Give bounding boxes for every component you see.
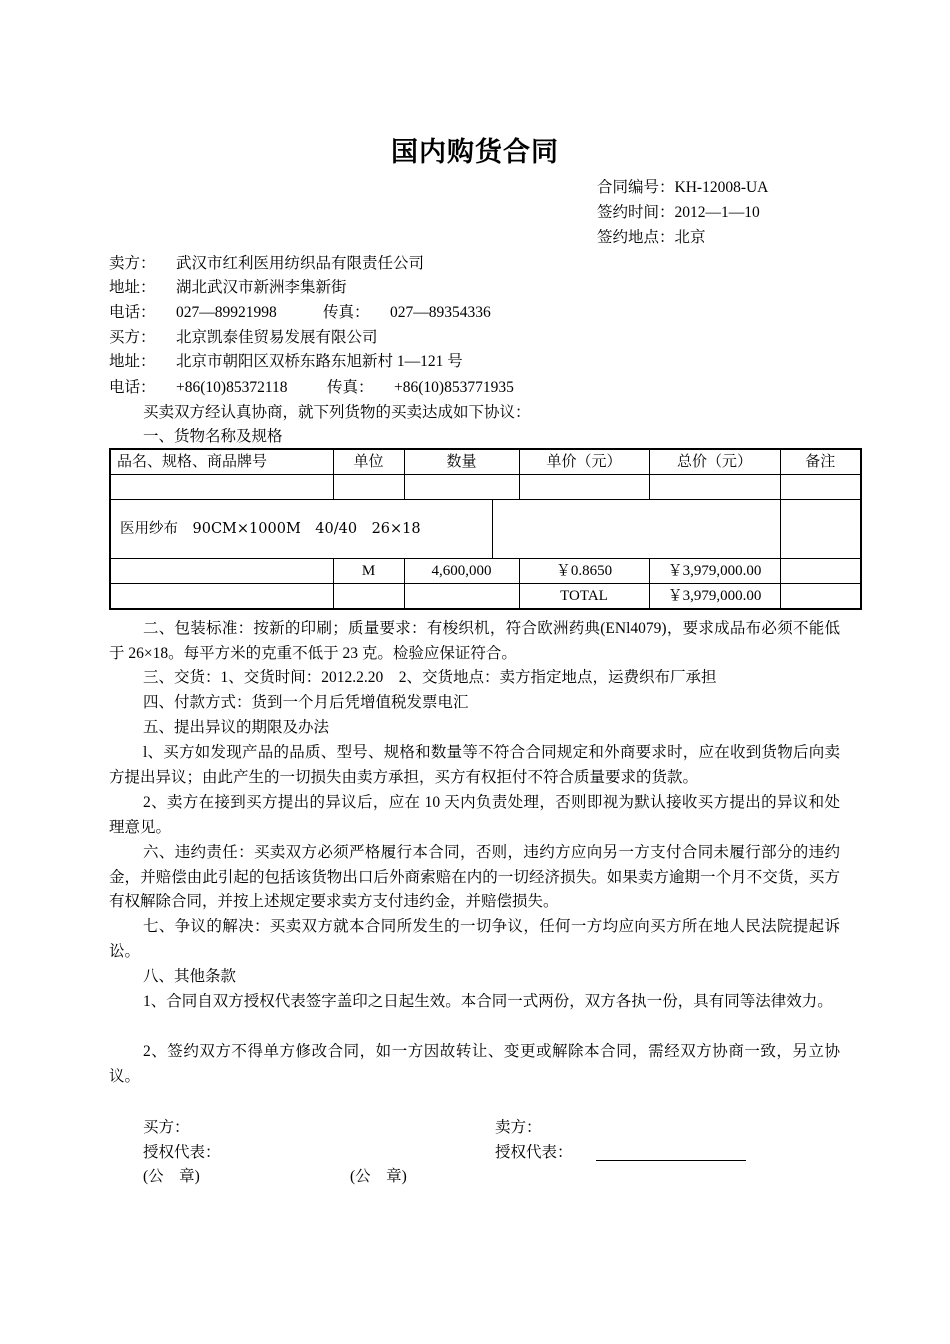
buyer-fax: +86(10)853771935 (394, 379, 514, 396)
total-label: TOTAL (519, 584, 649, 610)
clause-objection-1: l、买方如发现产品的品质、型号、规格和数量等不符合合同规定和外商要求时，应在收到货物后向卖方提出异议；由此产生的一切损失由卖方承担，买方有权拒付不符合质量要求的货款。 (109, 744, 840, 786)
contract-number-line (597, 176, 768, 200)
table-row-total (110, 584, 861, 610)
table-cell (780, 475, 861, 500)
clause-packaging: 二、包装标准：按新的印刷；质量要求：有梭织机，符合欧洲药典(ENl4079)，要求成品布必须不能低于 26×18。每平方米的克重不低于 23 克。检验应保证符合。 (109, 620, 840, 662)
clause-other: 八、其他条款 (143, 968, 237, 985)
header-unit-price: 单价（元） (519, 449, 649, 475)
signature-line (596, 1160, 746, 1161)
header-total-price: 总价（元） (649, 449, 780, 475)
sign-place: 北京 (674, 229, 706, 246)
seller-fax-label: 传真： (323, 304, 370, 321)
table-cell (404, 584, 519, 610)
signature-seller-label: 卖方： (495, 1119, 542, 1136)
table-cell (333, 584, 404, 610)
table-cell (649, 475, 780, 500)
table-cell (110, 584, 333, 610)
sign-place-line (597, 226, 706, 250)
buyer-label: 买方： (109, 329, 156, 346)
section-goods-heading: 一、货物名称及规格 (143, 428, 283, 445)
sign-date-line (597, 201, 760, 225)
buyer-address-label: 地址： (109, 353, 156, 370)
unit-value: M (333, 559, 404, 584)
document-title: 国内购货合同 (391, 137, 559, 167)
contract-number-label: 合同编号： (597, 179, 675, 196)
clause-dispute: 七、争议的解决：买卖双方就本合同所发生的一切争议，任何一方均应向买方所在地人民法院提起诉讼。 (109, 918, 840, 960)
seller-address-label: 地址： (109, 279, 156, 296)
unit-price-value: ￥0.8650 (519, 559, 649, 584)
table-cell (110, 475, 333, 500)
buyer-name: 北京凯泰佳贸易发展有限公司 (176, 329, 378, 346)
table-row-product (110, 500, 861, 559)
total-price-value: ￥3,979,000.00 (649, 559, 780, 584)
clause-objection: 五、提出异议的期限及办法 (143, 719, 330, 736)
product-cell (110, 500, 519, 559)
table-cell (780, 559, 861, 584)
signature-rep-left: 授权代表： (143, 1144, 221, 1161)
grand-total-value: ￥3,979,000.00 (649, 584, 780, 610)
table-row-empty (110, 475, 861, 500)
clause-objection-2: 2、卖方在接到买方提出的异议后，应在 10 天内负责处理，否则即视为默认接收买方提出的异议和处理意见。 (109, 794, 840, 836)
header-quantity: 数量 (404, 449, 519, 475)
table-cell (333, 475, 404, 500)
table-cell (519, 500, 780, 559)
seal-right: (公 章) (350, 1168, 407, 1185)
seller-tel-label: 电话： (109, 304, 156, 321)
buyer-tel: +86(10)85372118 (176, 379, 288, 396)
buyer-tel-label: 电话： (109, 379, 156, 396)
header-product: 品名、规格、商品牌号 (110, 449, 333, 475)
seller-address: 湖北武汉市新洲李集新街 (176, 279, 347, 296)
clause-liability: 六、违约责任：买卖双方必须严格履行本合同，否则，违约方应向另一方支付合同未履行部分的违约金，并赔偿由此引起的包括该货物出口后外商索赔在内的一切经济损失。如果卖方逾期一个月不交货，买方有权解除合同，并按上述规定要求卖方支付违约金，并赔偿损失。 (109, 844, 840, 911)
buyer-address: 北京市朝阳区双桥东路东旭新村 1—121 号 (176, 353, 463, 370)
table-header-row (110, 449, 861, 475)
seller-name: 武汉市红利医用纺织品有限责任公司 (176, 255, 425, 272)
table-cell (780, 584, 861, 610)
goods-table (109, 448, 862, 610)
intro-text: 买卖双方经认真协商，就下列货物的买卖达成如下协议： (143, 404, 531, 421)
clause-other-2: 2、签约双方不得单方修改合同，如一方因故转让、变更或解除本合同，需经双方协商一致，另立协议。 (109, 1043, 840, 1085)
signature-rep-right: 授权代表： (495, 1144, 573, 1161)
header-unit: 单位 (333, 449, 404, 475)
table-cell (780, 500, 861, 559)
sign-place-label: 签约地点： (597, 229, 675, 246)
header-remarks: 备注 (780, 449, 861, 475)
seal-left: (公 章) (143, 1168, 200, 1185)
clause-payment: 四、付款方式：货到一个月后凭增值税发票电汇 (143, 694, 469, 711)
clause-delivery: 三、交货：1、交货时间：2012.2.20 2、交货地点：卖方指定地点，运费织布厂承担 (143, 669, 717, 686)
table-cell (519, 475, 649, 500)
table-cell (110, 559, 333, 584)
seller-tel: 027—89921998 (176, 304, 277, 321)
seller-label: 卖方： (109, 255, 156, 272)
signature-buyer-label: 买方： (143, 1119, 190, 1136)
clause-other-1: 1、合同自双方授权代表签字盖印之日起生效。本合同一式两份，双方各执一份，具有同等法律效力。 (143, 993, 833, 1010)
product-description: 医用纱布 90CM×1000M 40/40 26×18 (120, 521, 421, 537)
table-cell (404, 475, 519, 500)
quantity-value: 4,600,000 (404, 559, 519, 584)
sign-date: 2012—1—10 (674, 204, 760, 221)
seller-fax: 027—89354336 (390, 304, 491, 321)
table-row-values (110, 559, 861, 584)
buyer-fax-label: 传真： (327, 379, 374, 396)
contract-number: KH-12008-UA (674, 179, 769, 196)
sign-date-label: 签约时间： (597, 204, 675, 221)
